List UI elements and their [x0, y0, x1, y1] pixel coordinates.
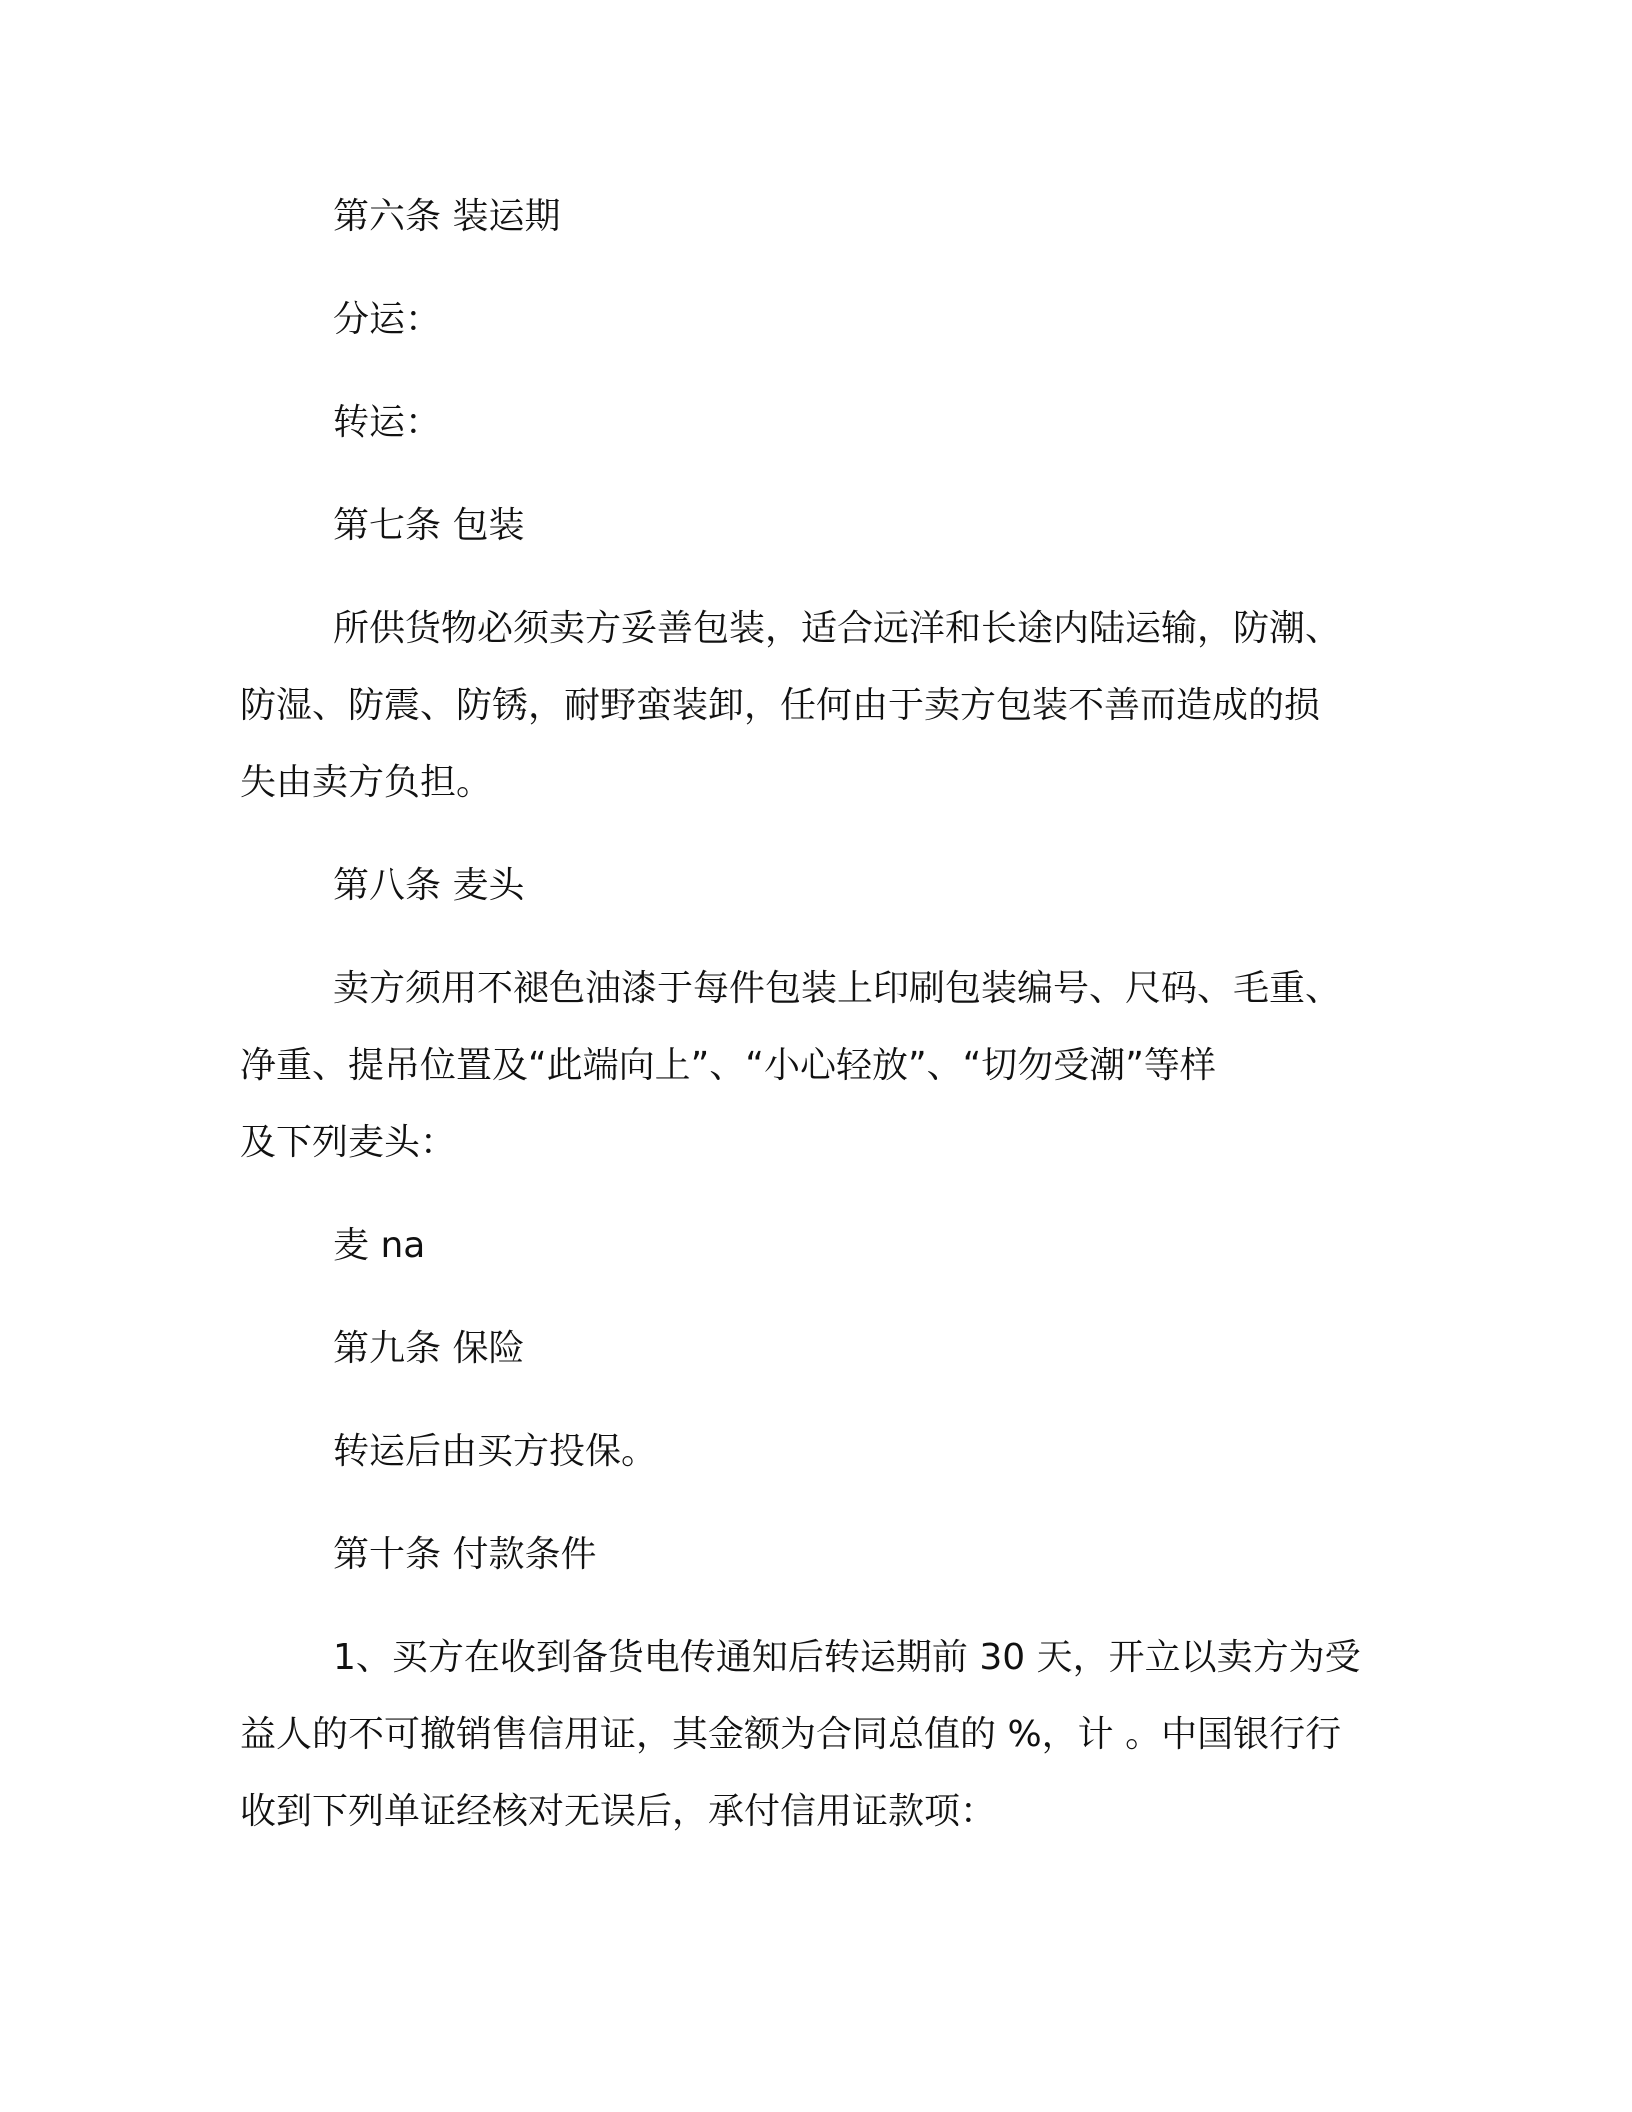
article-7-body-line-1: 所供货物必须卖方妥善包装，适合远洋和长途内陆运输，防潮、 [333, 608, 1342, 649]
article-7-heading: 第七条 包装 [333, 505, 525, 546]
article-6-heading: 第六条 装运期 [333, 196, 561, 237]
article-8-body-line-3: 及下列麦头： [240, 1122, 457, 1163]
article-10-item-1-line-3: 收到下列单证经核对无误后，承付信用证款项： [240, 1791, 997, 1832]
article-10-item-1-line-2: 益人的不可撤销售信用证，其金额为合同总值的 %，计 。中国银行行 [240, 1714, 1342, 1755]
shipping-mark: 麦 na [333, 1225, 426, 1266]
article-8-body-line-2: 净重、提吊位置及“此端向上”、“小心轻放”、“切勿受潮”等样 [240, 1045, 1216, 1086]
article-8-heading: 第八条 麦头 [333, 865, 525, 906]
article-7-body-line-3: 失由卖方负担。 [240, 762, 493, 803]
article-8-body-line-1: 卖方须用不褪色油漆于每件包装上印刷包装编号、尺码、毛重、 [333, 968, 1342, 1009]
partial-shipment-label: 分运： [333, 299, 442, 340]
article-10-heading: 第十条 付款条件 [333, 1534, 597, 1575]
article-7-body-line-2: 防湿、防震、防锈，耐野蛮装卸，任何由于卖方包装不善而造成的损 [240, 685, 1321, 726]
article-9-body: 转运后由买方投保。 [333, 1431, 658, 1472]
transshipment-label: 转运： [333, 402, 442, 443]
article-10-item-1-line-1: 1、买方在收到备货电传通知后转运期前 30 天，开立以卖方为受 [333, 1637, 1361, 1678]
article-9-heading: 第九条 保险 [333, 1328, 525, 1369]
